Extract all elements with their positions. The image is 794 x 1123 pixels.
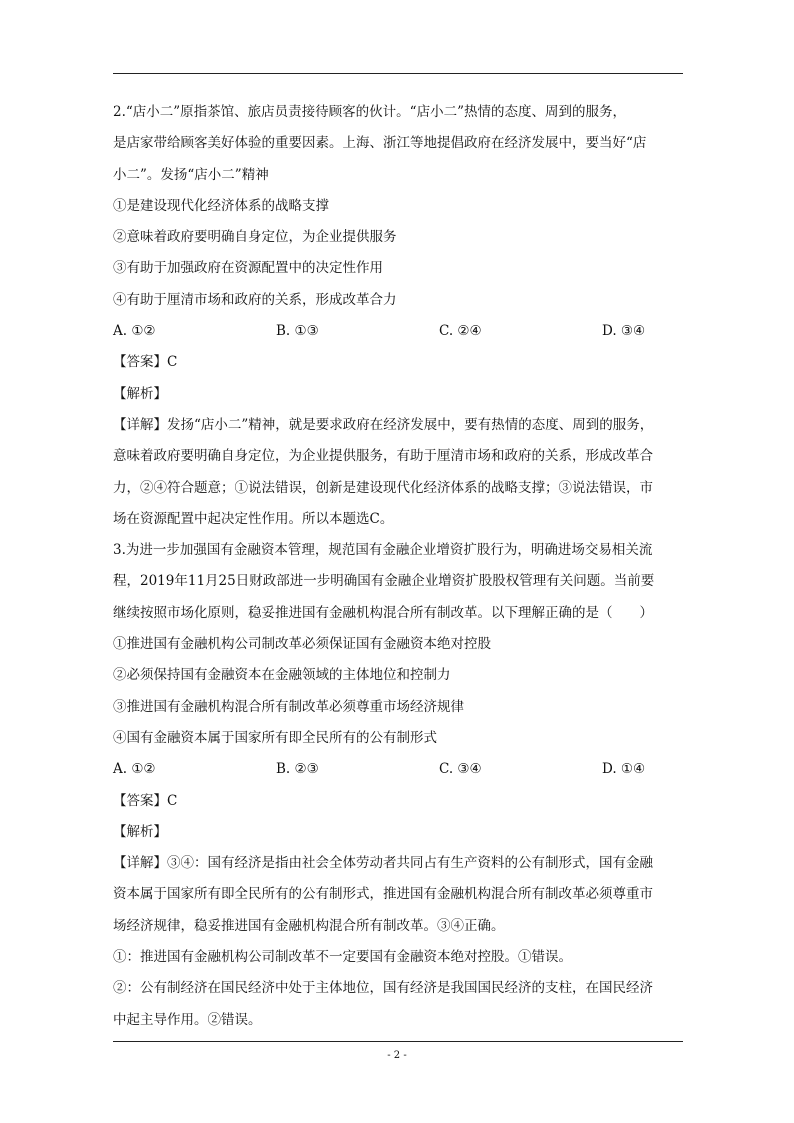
q2-answer: 【答案】C (113, 354, 178, 371)
q3-option-a: A. ①② (113, 761, 156, 778)
q2-statement: ③有助于加强政府在资源配置中的决定性作用 (113, 260, 383, 277)
q3-analysis-line: 场经济规律，稳妥推进国有金融机构混合所有制改革。③④正确。 (113, 917, 505, 934)
q3-statement: ③推进国有金融机构混合所有制改革必须尊重市场经济规律 (113, 698, 464, 715)
document-body (113, 97, 683, 1036)
q3-option-d: D. ①④ (602, 761, 646, 778)
q2-options (113, 316, 683, 347)
q2-stem-line: 2.“店小二”原指茶馆、旅店员责接待顾客的伙计。“店小二”热情的态度、周到的服务， (113, 104, 626, 120)
q2-analysis-title: 【解析】 (113, 385, 167, 402)
header-rule (113, 73, 683, 74)
q2-analysis-line: 场在资源配置中起决定性作用。所以本题选C。 (113, 510, 394, 527)
q3-stem-line: 程，2019年11月25日财政部进一步明确国有金融企业增资扩股股权管理有关问题。当前要 (113, 573, 655, 590)
q3-option-b: B. ②③ (276, 761, 319, 778)
q3-statement: ②必须保持国有金融资本在金融领域的主体地位和控制力 (113, 667, 451, 684)
q2-statement: ④有助于厘清市场和政府的关系，形成改革合力 (113, 291, 397, 308)
q3-analysis-line: 中起主导作用。②错误。 (113, 1011, 262, 1028)
q2-analysis-line: 【详解】发扬“店小二”精神，就是要求政府在经济发展中，要有热情的态度、周到的服务， (113, 416, 654, 433)
q3-options (113, 754, 683, 785)
q3-statement: ④国有金融资本属于国家所有即全民所有的公有制形式 (113, 729, 437, 746)
q3-analysis-line: 【详解】③④：国有经济是指由社会全体劳动者共同占有生产资料的公有制形式，国有金融 (113, 855, 653, 872)
q3-analysis-title: 【解析】 (113, 823, 167, 840)
q2-stem-line: 小二”。发扬“店小二”精神 (113, 166, 269, 183)
q2-statement: ①是建设现代化经济体系的战略支撑 (113, 197, 329, 214)
q3-statement: ①推进国有金融机构公司制改革必须保证国有金融资本绝对控股 (113, 636, 491, 653)
footer-rule (113, 1041, 683, 1042)
question-3 (113, 535, 683, 1036)
q3-analysis-line: ①：推进国有金融机构公司制改革不一定要国有金融资本绝对控股。①错误。 (113, 949, 572, 966)
q3-analysis-line: ②：公有制经济在国民经济中处于主体地位，国有经济是我国国民经济的支柱，在国民经济 (113, 980, 653, 997)
question-2 (113, 97, 683, 535)
q3-stem-line: 3.为进一步加强国有金融资本管理，规范国有金融企业增资扩股行为，明确进场交易相关流 (113, 542, 653, 559)
q2-option-b: B. ①③ (276, 323, 319, 340)
q2-analysis-line: 意味着政府要明确自身定位，为企业提供服务，有助于厘清市场和政府的关系，形成改革合 (113, 448, 653, 465)
q3-answer: 【答案】C (113, 792, 178, 809)
q3-stem-line: 继续按照市场化原则，稳妥推进国有金融机构混合所有制改革。以下理解正确的是（ ） (113, 604, 653, 621)
q2-option-a: A. ①② (113, 323, 156, 340)
q2-stem-line: 是店家带给顾客美好体验的重要因素。上海、浙江等地提倡政府在经济发展中，要当好“店 (113, 135, 647, 152)
q3-option-c: C. ③④ (439, 761, 482, 778)
q2-statement: ②意味着政府要明确自身定位，为企业提供服务 (113, 229, 397, 246)
q2-option-c: C. ②④ (439, 323, 482, 340)
q2-analysis-line: 力，②④符合题意；①说法错误，创新是建设现代化经济体系的战略支撑；③说法错误，市 (113, 479, 653, 496)
q2-option-d: D. ③④ (602, 323, 646, 340)
page-number: - 2 - (387, 1050, 407, 1061)
q3-analysis-line: 资本属于国家所有即全民所有的公有制形式，推进国有金融机构混合所有制改革必须尊重市 (113, 886, 653, 903)
